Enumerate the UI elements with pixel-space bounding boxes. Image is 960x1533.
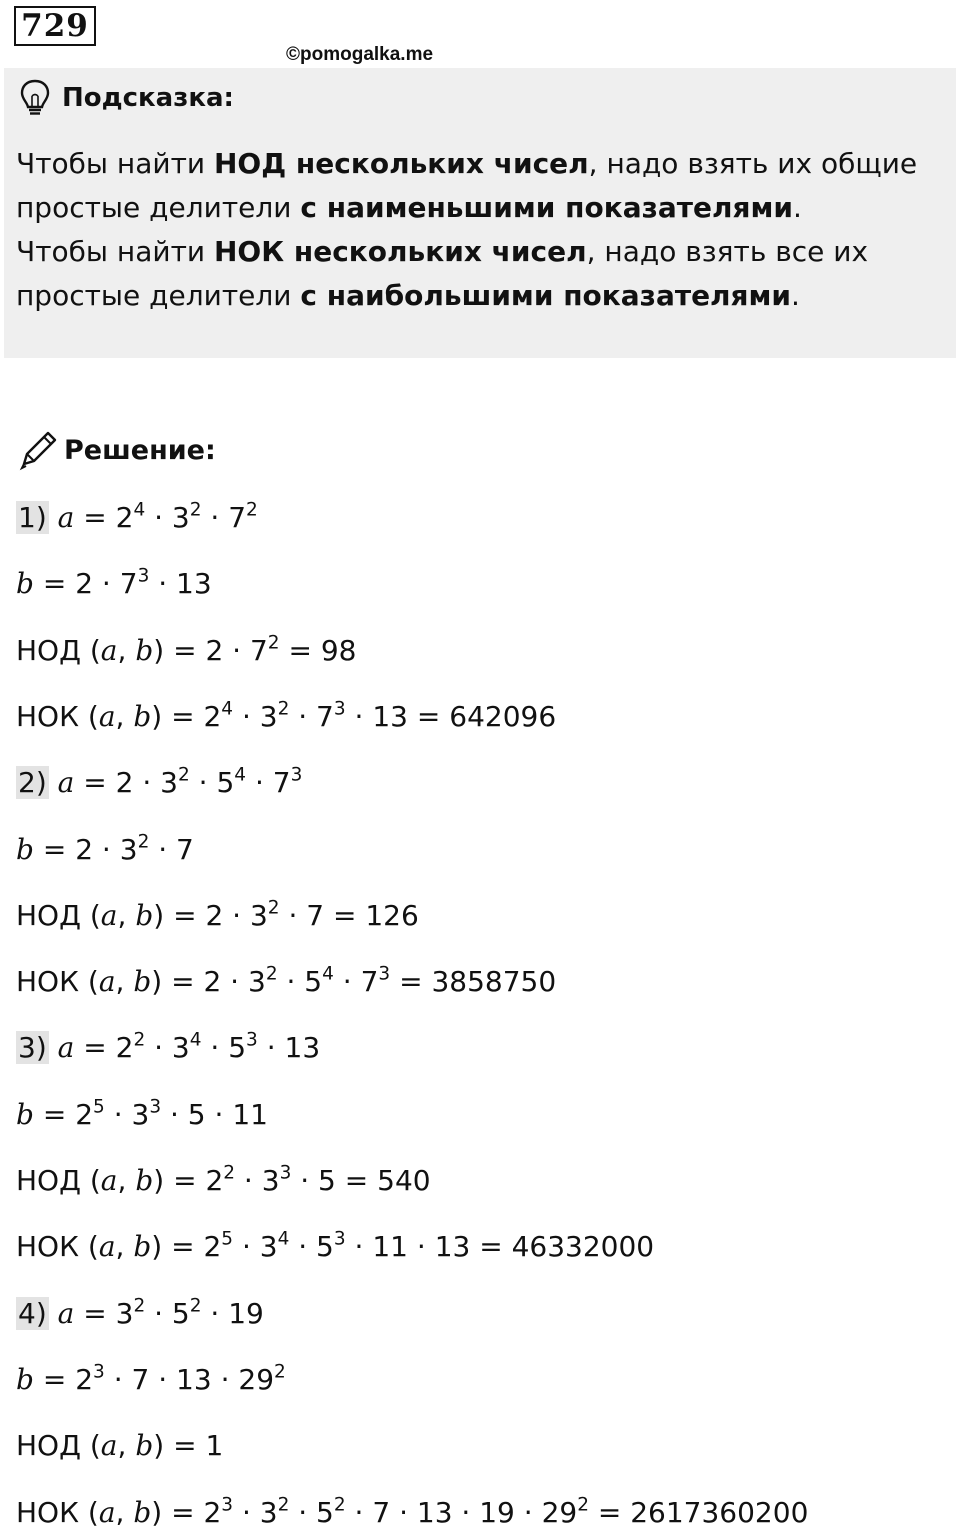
- factor-base: 13: [176, 567, 212, 601]
- factor-base: 13: [284, 1031, 321, 1065]
- factor-base: 3: [119, 832, 138, 866]
- expression-a: 4) 𝑎 = $3^2 \cdot 5^2 \cdot 19$: [18, 1295, 264, 1330]
- factor-exponent: 3: [149, 1096, 162, 1118]
- expression-b: 𝑏 = $2^3 \cdot 7 \cdot 13 \cdot 29^2$: [16, 1361, 286, 1396]
- function-name: НОК: [16, 699, 79, 733]
- variable-a: 𝑎: [98, 1495, 116, 1529]
- factor-base: 2: [115, 501, 134, 534]
- expression-b: 𝑏 = $2 \cdot 3^2 \cdot 7$: [16, 831, 194, 866]
- hint-text-fragment: .: [791, 279, 800, 312]
- factor-exponent: 4: [189, 1029, 202, 1051]
- factor-base: 29: [541, 1495, 578, 1529]
- variable-b: 𝑏: [16, 567, 34, 601]
- factor-base: 3: [247, 965, 266, 999]
- factor-base: 2: [205, 1164, 224, 1197]
- factor-exponent: 3: [333, 1228, 346, 1250]
- factor-base: 2: [203, 1230, 222, 1264]
- factor-base: 7: [316, 699, 334, 733]
- variable-a: 𝑎: [57, 1296, 75, 1330]
- factor-exponent: 2: [267, 632, 280, 654]
- factor-exponent: 2: [274, 1361, 286, 1383]
- expression-a: 3) 𝑎 = $2^2 \cdot 3^4 \cdot 5^3 \cdot 13$: [18, 1029, 321, 1065]
- nok-result: НОК (𝑎, 𝑏) = $2^4 \cdot 3^2 \cdot 7^3 \cdot 13 = 642096$: [16, 698, 557, 733]
- variable-a: 𝑎: [100, 898, 118, 932]
- factor-base: 7: [360, 965, 379, 999]
- factor-base: 3: [259, 1495, 278, 1529]
- factor-exponent: 2: [277, 1494, 290, 1516]
- item-number: 2): [18, 766, 47, 800]
- lightbulb-icon: [18, 78, 52, 118]
- function-name: НОК: [16, 965, 79, 999]
- variable-b: 𝑏: [135, 633, 154, 667]
- nod-value: 126: [365, 898, 419, 932]
- variable-a: 𝑎: [57, 501, 75, 534]
- variable-b: 𝑏: [133, 965, 152, 999]
- variable-a: 𝑎: [98, 1230, 116, 1264]
- factor-exponent: 5: [221, 1228, 234, 1250]
- nok-value: 2617360200: [630, 1495, 809, 1529]
- factor-exponent: 4: [322, 963, 334, 985]
- factor-base: 13: [372, 699, 408, 733]
- hint-title: Подсказка:: [62, 83, 234, 113]
- variable-b: 𝑏: [16, 1097, 34, 1131]
- variable-b: 𝑏: [133, 1495, 152, 1529]
- factor-base: 3: [115, 1296, 134, 1330]
- factor-exponent: 2: [133, 1029, 146, 1051]
- expression-a: 1) 𝑎 = $2^4 \cdot 3^2 \cdot 7^2$: [18, 499, 258, 534]
- variable-a: 𝑎: [57, 766, 75, 800]
- task-number: 729: [14, 6, 96, 46]
- factor-base: 2: [205, 898, 224, 932]
- hint-text-fragment: Чтобы найти: [16, 147, 214, 180]
- factor-base: 13: [416, 1495, 453, 1529]
- factor-base: 3: [249, 898, 268, 932]
- factor-exponent: 2: [267, 897, 280, 919]
- hint-paragraph-nok: [16, 230, 946, 318]
- factor-base: 7: [119, 567, 138, 601]
- factor-base: 7: [228, 501, 247, 534]
- variable-a: 𝑎: [100, 633, 118, 667]
- item-number: 4): [18, 1296, 47, 1330]
- hint-text-fragment: Чтобы найти: [16, 235, 214, 268]
- factor-exponent: 3: [290, 764, 303, 786]
- solution-title: Решение:: [64, 434, 216, 466]
- factor-base: 3: [171, 501, 190, 534]
- function-name: НОД: [16, 633, 81, 667]
- factor-exponent: 2: [177, 764, 190, 786]
- function-name: НОК: [16, 1230, 79, 1264]
- factor-base: 2: [115, 766, 134, 800]
- factor-base: 5: [316, 1495, 334, 1529]
- nok-result: НОК (𝑎, 𝑏) = $2^5 \cdot 3^4 \cdot 5^3 \cdot 11 \cdot 13 = 46332000$: [16, 1228, 655, 1264]
- hint-text-fragment: , надо взять все их: [586, 235, 869, 268]
- factor-base: 3: [261, 1164, 280, 1197]
- factor-exponent: 4: [277, 1228, 290, 1250]
- factor-base: 5: [318, 1164, 336, 1197]
- nod-result: НОД (𝑎, 𝑏) = $2 \cdot 7^2 = 98$: [16, 632, 357, 667]
- factor-exponent: 2: [277, 698, 290, 720]
- factor-base: 2: [203, 965, 222, 999]
- factor-base: 29: [238, 1362, 275, 1396]
- factor-exponent: 5: [93, 1096, 105, 1118]
- factor-base: 7: [306, 898, 325, 932]
- solution-header: [16, 428, 216, 472]
- variable-b: 𝑏: [135, 1164, 154, 1197]
- hint-bold-fragment: с наибольшими показателями: [300, 279, 792, 312]
- factor-base: 2: [115, 1031, 134, 1065]
- factor-base: 2: [75, 1097, 94, 1131]
- variable-b: 𝑏: [135, 1429, 154, 1463]
- factor-base: 11: [232, 1097, 268, 1131]
- variable-b: 𝑏: [135, 898, 154, 932]
- hint-text: [16, 142, 946, 318]
- factor-exponent: 4: [133, 499, 146, 521]
- hint-text-fragment: , надо взять их общие: [588, 147, 918, 180]
- factor-exponent: 2: [223, 1162, 236, 1184]
- factor-exponent: 3: [333, 698, 346, 720]
- nok-value: 3858750: [431, 965, 557, 999]
- factor-exponent: 3: [137, 565, 150, 587]
- hint-bold-fragment: НОД нескольких чисел: [213, 147, 589, 180]
- factor-base: 3: [171, 1031, 190, 1065]
- nod-value: 540: [377, 1164, 431, 1197]
- factor-base: 3: [259, 1230, 278, 1264]
- nod-value: 98: [320, 633, 357, 667]
- watermark: ©pomogalka.me: [286, 44, 434, 65]
- item-number: 3): [18, 1031, 47, 1065]
- variable-b: 𝑏: [133, 1230, 152, 1264]
- nok-result: НОК (𝑎, 𝑏) = $2 \cdot 3^2 \cdot 5^4 \cdot 7^3 = 3858750$: [16, 963, 557, 999]
- factor-exponent: 2: [246, 499, 258, 521]
- item-number: 1): [18, 501, 47, 534]
- factor-exponent: 4: [221, 698, 234, 720]
- factor-base: 2: [75, 1362, 94, 1396]
- variable-a: 𝑎: [100, 1164, 118, 1197]
- nod-result: НОД (𝑎, 𝑏) = 1: [16, 1429, 224, 1463]
- factor-base: 5: [304, 965, 323, 999]
- variable-a: 𝑎: [98, 965, 116, 999]
- factor-exponent: 2: [189, 499, 202, 521]
- hint-text-fragment: простые делители: [16, 279, 301, 312]
- factor-exponent: 2: [577, 1494, 589, 1516]
- factor-exponent: 3: [279, 1162, 292, 1184]
- nod-value: 1: [205, 1429, 224, 1463]
- variable-a: 𝑎: [98, 699, 116, 733]
- factor-base: 19: [479, 1495, 515, 1529]
- factor-base: 2: [203, 699, 222, 733]
- function-name: НОД: [16, 898, 81, 932]
- function-name: НОД: [16, 1429, 81, 1463]
- hint-header: [18, 78, 234, 118]
- pencil-icon: [16, 428, 60, 472]
- factor-base: 5: [187, 1097, 206, 1131]
- variable-b: 𝑏: [16, 1362, 34, 1396]
- factor-exponent: 3: [221, 1494, 234, 1516]
- factor-base: 7: [249, 633, 268, 667]
- factor-exponent: 3: [246, 1029, 258, 1051]
- factor-base: 13: [176, 1362, 212, 1396]
- factor-exponent: 2: [333, 1494, 346, 1516]
- factor-exponent: 2: [189, 1295, 202, 1317]
- factor-base: 5: [228, 1031, 247, 1065]
- factor-base: 2: [203, 1495, 222, 1529]
- hint-bold-fragment: НОК нескольких чисел: [213, 235, 587, 268]
- variable-b: 𝑏: [133, 699, 152, 733]
- factor-base: 7: [131, 1362, 150, 1396]
- factor-base: 7: [272, 766, 291, 800]
- expression-a: 2) 𝑎 = $2 \cdot 3^2 \cdot 5^4 \cdot 7^3$: [18, 764, 303, 800]
- nok-value: 46332000: [511, 1230, 655, 1264]
- factor-exponent: 2: [133, 1295, 146, 1317]
- function-name: НОК: [16, 1495, 79, 1529]
- factor-base: 5: [316, 1230, 334, 1264]
- variable-b: 𝑏: [16, 832, 34, 866]
- factor-base: 3: [259, 699, 278, 733]
- factor-base: 13: [434, 1230, 471, 1264]
- factor-exponent: 4: [234, 764, 247, 786]
- nod-result: НОД (𝑎, 𝑏) = $2 \cdot 3^2 \cdot 7 = 126$: [16, 897, 419, 932]
- factor-base: 7: [176, 832, 194, 866]
- factor-exponent: 3: [93, 1361, 105, 1383]
- factor-exponent: 2: [137, 831, 150, 853]
- factor-base: 2: [75, 832, 94, 866]
- expression-b: 𝑏 = $2^5 \cdot 3^3 \cdot 5 \cdot 11$: [16, 1096, 268, 1131]
- factor-exponent: 3: [378, 963, 391, 985]
- nok-result: НОК (𝑎, 𝑏) = $2^3 \cdot 3^2 \cdot 5^2 \cdot 7 \cdot 13 \cdot 19 \cdot 29^2 = 2617360200$: [16, 1494, 809, 1529]
- variable-a: 𝑎: [100, 1429, 118, 1463]
- hint-text-fragment: .: [792, 191, 802, 224]
- factor-base: 3: [131, 1097, 150, 1131]
- factor-base: 3: [160, 766, 178, 800]
- nod-result: НОД (𝑎, 𝑏) = $2^2 \cdot 3^3 \cdot 5 = 540$: [16, 1162, 431, 1197]
- factor-base: 2: [205, 633, 224, 667]
- nok-value: 642096: [449, 699, 557, 733]
- expression-b: 𝑏 = $2 \cdot 7^3 \cdot 13$: [16, 565, 212, 601]
- factor-base: 19: [228, 1296, 264, 1330]
- factor-base: 7: [372, 1495, 391, 1529]
- hint-bold-fragment: с наименьшими показателями: [300, 191, 793, 224]
- factor-base: 2: [75, 567, 94, 601]
- function-name: НОД: [16, 1164, 81, 1197]
- factor-exponent: 2: [265, 963, 278, 985]
- factor-base: 5: [171, 1296, 190, 1330]
- factor-base: 11: [372, 1230, 408, 1264]
- hint-box: [4, 68, 956, 358]
- factor-base: 5: [216, 766, 235, 800]
- hint-text-fragment: простые делители: [16, 191, 301, 224]
- hint-paragraph-nod: [16, 142, 946, 230]
- variable-a: 𝑎: [57, 1031, 75, 1065]
